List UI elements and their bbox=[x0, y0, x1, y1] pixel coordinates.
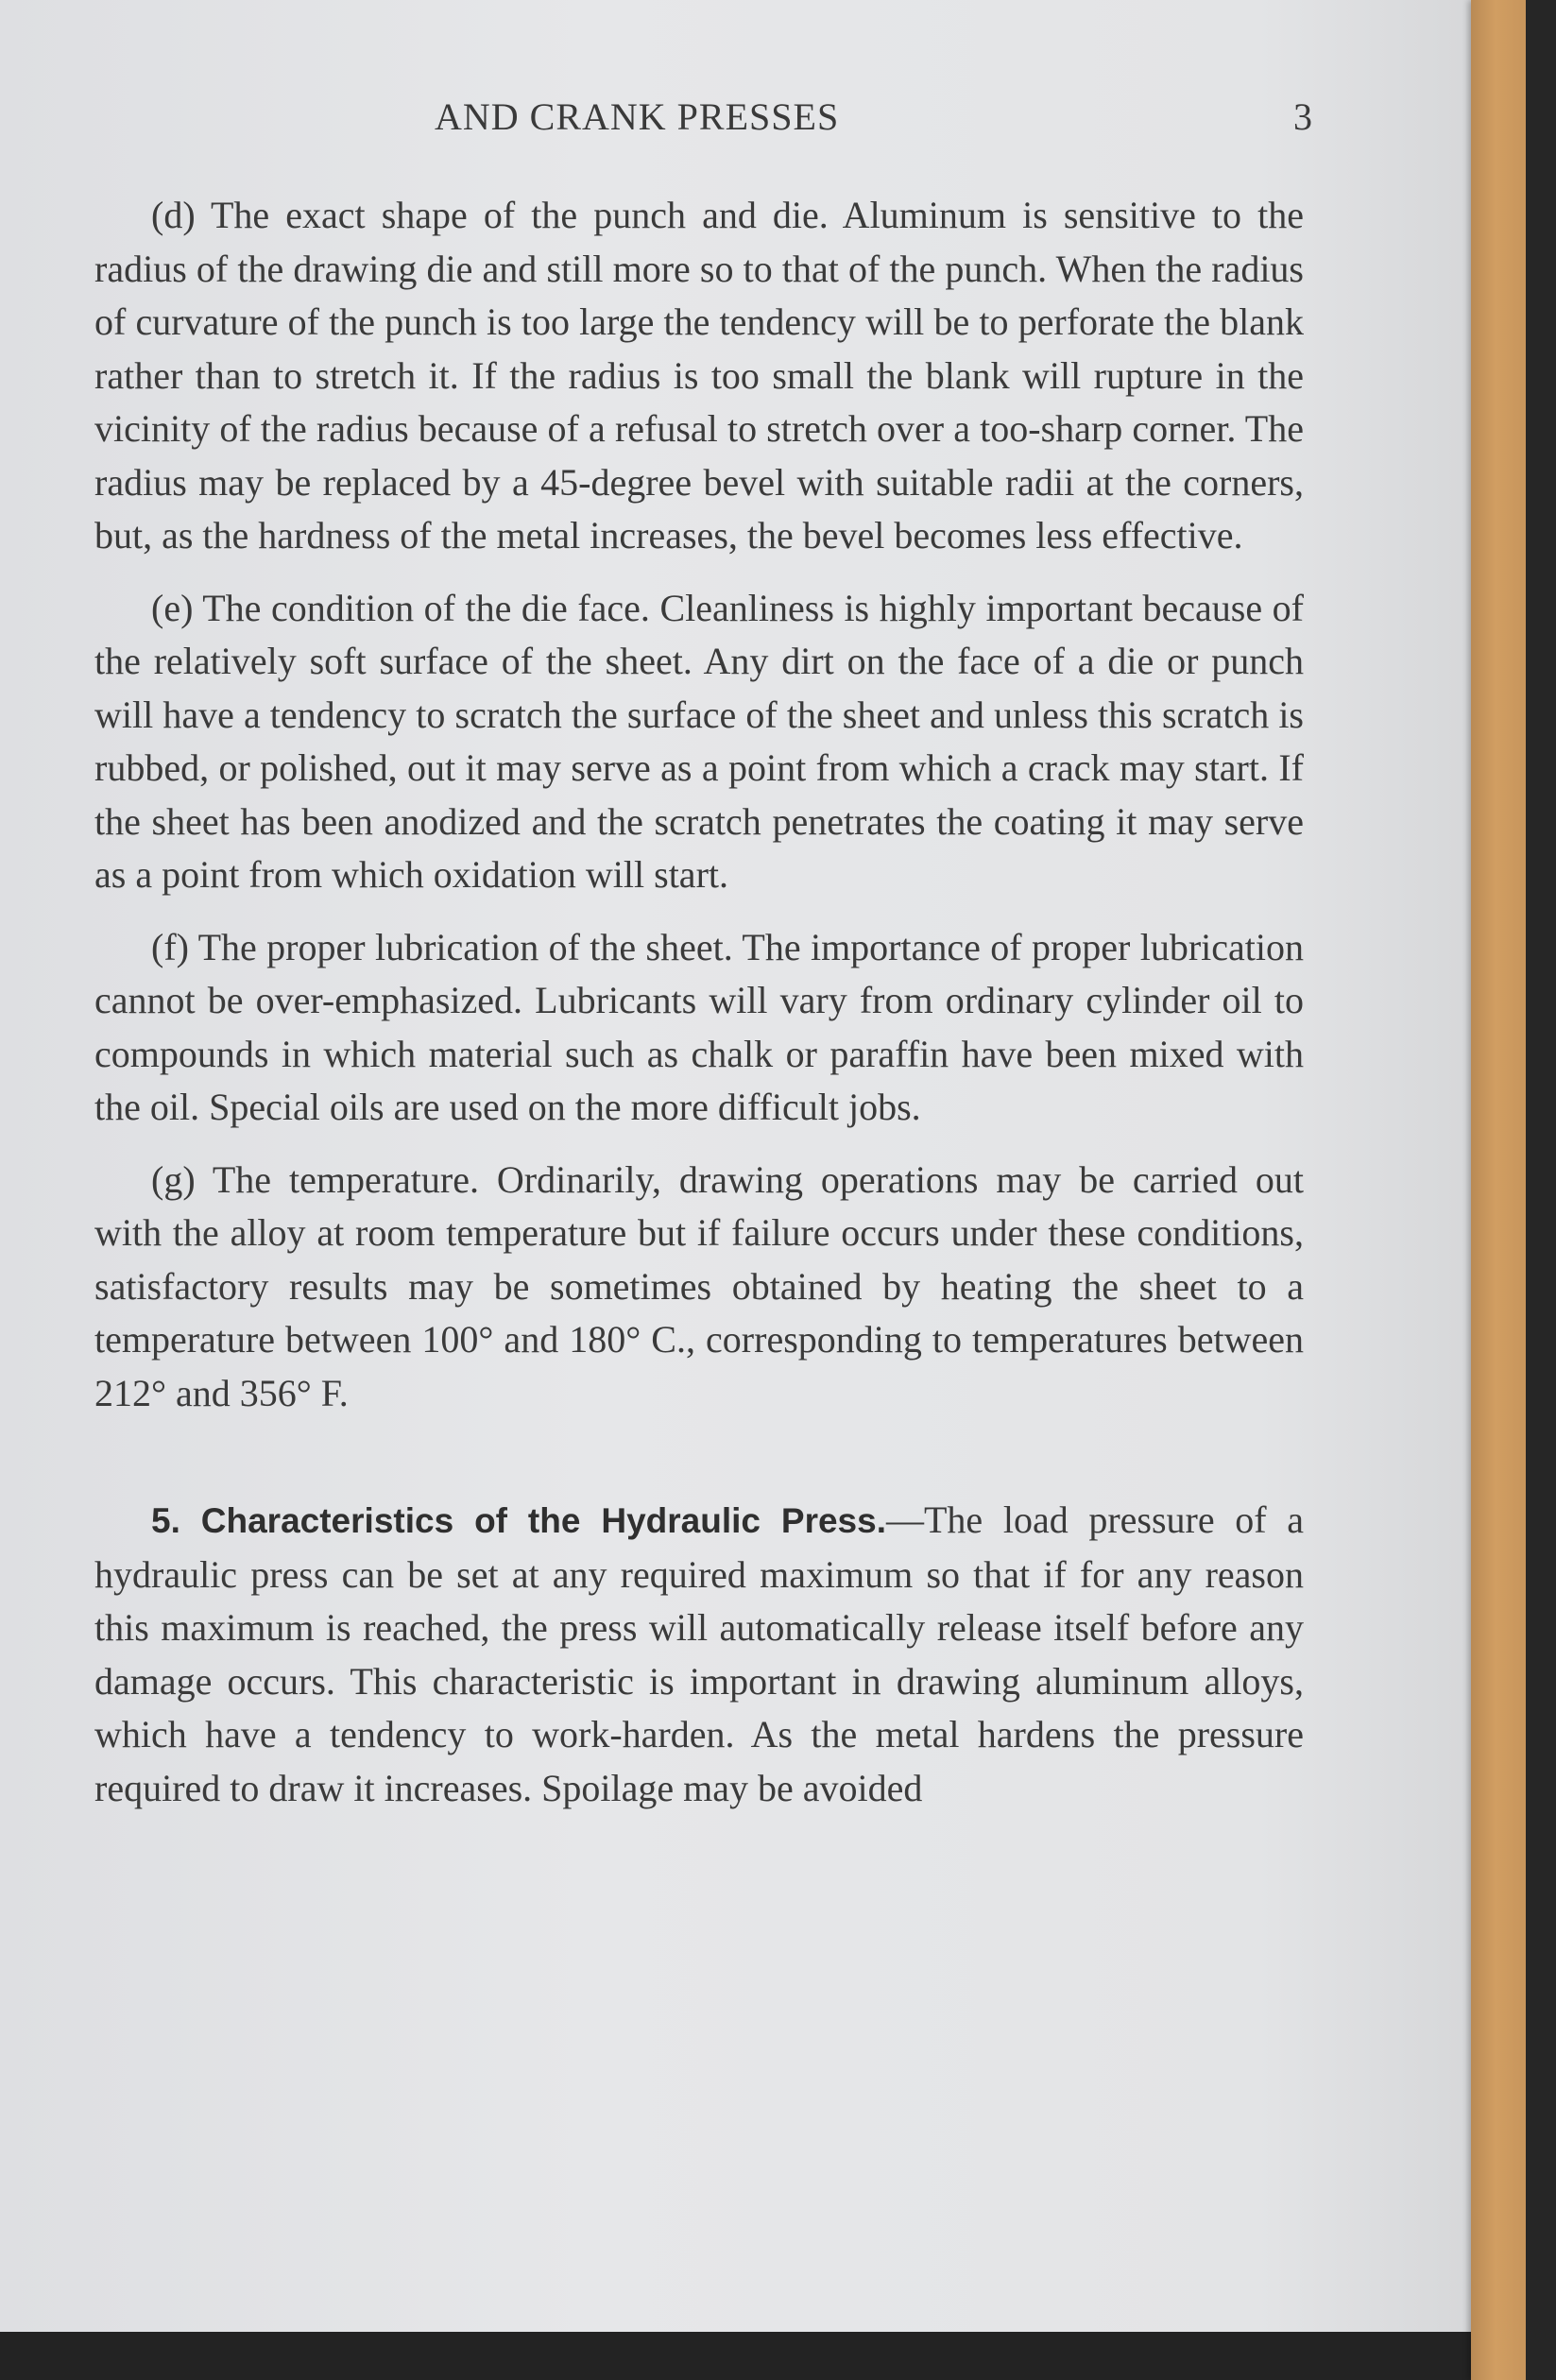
page-bottom-shadow bbox=[0, 2332, 1479, 2380]
running-header-title: AND CRANK PRESSES bbox=[435, 95, 840, 138]
section-text: —The load pressure of a hydraulic press can be set at any required maximum so that if for any reason this maximum is reached, the press will automatically release itself before any damage occurs. This characteristic is important in drawing aluminum alloys, which have a tendency to work-harden. As the metal hardens the pressure required to draw it increases. Spoilage may be avoided bbox=[94, 1498, 1305, 1809]
paragraph-g: (g) The temperature. Ordinarily, drawing operations may be carried out with the alloy at room temperature but if failure occurs under these conditions, satisfactory results may be sometimes obtained by heating the sheet to a temperature between 100° and 180° C., corresponding to temperatures between 212° and 356° F. bbox=[94, 1157, 1304, 1414]
page-number: 3 bbox=[1293, 95, 1313, 138]
paragraph-f: (f) The proper lubrication of the sheet. The importance of proper lubrication cannot be over-emphasized. Lubricants will vary from ordinary cylinder oil to compounds in which material such as chalk or paraffin have been mixed with the oil. Special oils are used on the more difficult jobs. bbox=[94, 925, 1304, 1128]
page-block-edge bbox=[1471, 0, 1526, 2380]
paragraph-d: (d) The exact shape of the punch and die. Aluminum is sensitive to the radius of the drawing die and still more so to that of the punch. When the radius of curvature of the punch is too large the tendency will be to perforate the blank rather than to stretch it. If the radius is too small the blank will rupture in the vicinity of the radius because of a refusal to stretch over a too-sharp corner. The radius may be replaced by a 45-degree bevel with suitable radii at the corners, but, as the hardness of the metal increases, the bevel becomes less effective. bbox=[94, 194, 1304, 556]
book-cover-edge bbox=[1526, 0, 1556, 2380]
paragraph-e: (e) The condition of the die face. Cleanliness is highly important because of the relatively soft surface of the sheet. Any dirt on the face of a die or punch will have a tendency to scratch the surface of the sheet and unless this scratch is rubbed, or polished, out it may serve as a point from which a crack may start. If the sheet has been anodized and the scratch penetrates the coating it may serve as a point from which oxidation will start. bbox=[94, 586, 1304, 896]
running-header bbox=[94, 94, 1313, 151]
page-body bbox=[94, 189, 1304, 1834]
section-5-paragraph bbox=[94, 1494, 1304, 1815]
section-heading: 5. Characteristics of the Hydraulic Press. bbox=[151, 1501, 886, 1540]
